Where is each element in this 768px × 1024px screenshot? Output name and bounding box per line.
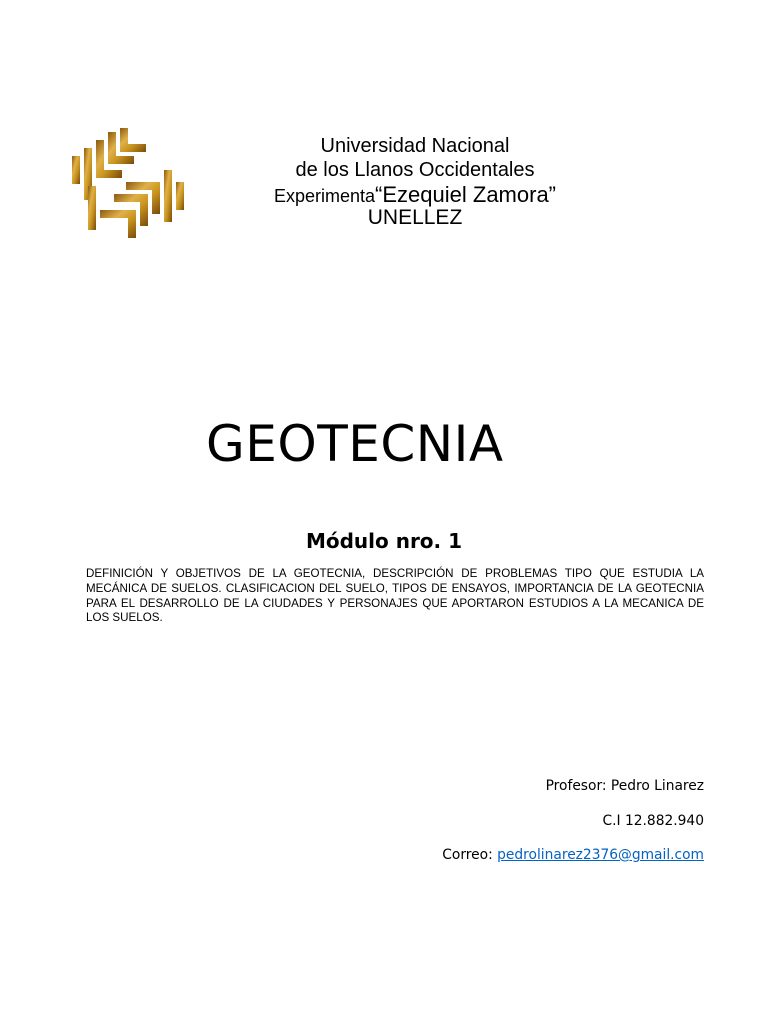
module-heading: Módulo nro. 1 xyxy=(305,529,463,553)
university-name: Universidad Nacional xyxy=(320,135,510,157)
ezequiel-zamora: “Ezequiel Zamora” xyxy=(375,182,556,207)
professor-email xyxy=(442,845,704,865)
university-header xyxy=(160,134,670,227)
email-link[interactable]: pedrolinarez2376@gmail.com xyxy=(497,847,704,863)
module-description: DEFINICIÓN Y OBJETIVOS DE LA GEOTECNIA, DESCRIPCIÓN DE PROBLEMAS TIPO QUE ESTUDIA LA MECÁNICA DE SUELOS. CLASIFICACION DEL SUELO, TIPOS DE ENSAYOS, IMPORTANCIA DE LA GEOTECNIA PARA EL DESARROLLO DE LA CIUDADES Y PERSONAJES QUE APORTARON ESTUDIOS A LA MECANICA DE LOS SUELOS. xyxy=(86,567,704,625)
professor-ci: C.I 12.882.940 xyxy=(602,813,704,829)
university-acronym: UNELLEZ xyxy=(367,206,463,229)
university-experimental xyxy=(160,182,670,209)
email-label: Correo: xyxy=(442,847,498,863)
professor-name: Profesor: Pedro Linarez xyxy=(545,778,704,794)
university-region: de los Llanos Occidentales xyxy=(295,159,535,181)
document-title: GEOTECNIA xyxy=(206,415,504,473)
experimental-prefix: Experimenta xyxy=(273,186,376,206)
